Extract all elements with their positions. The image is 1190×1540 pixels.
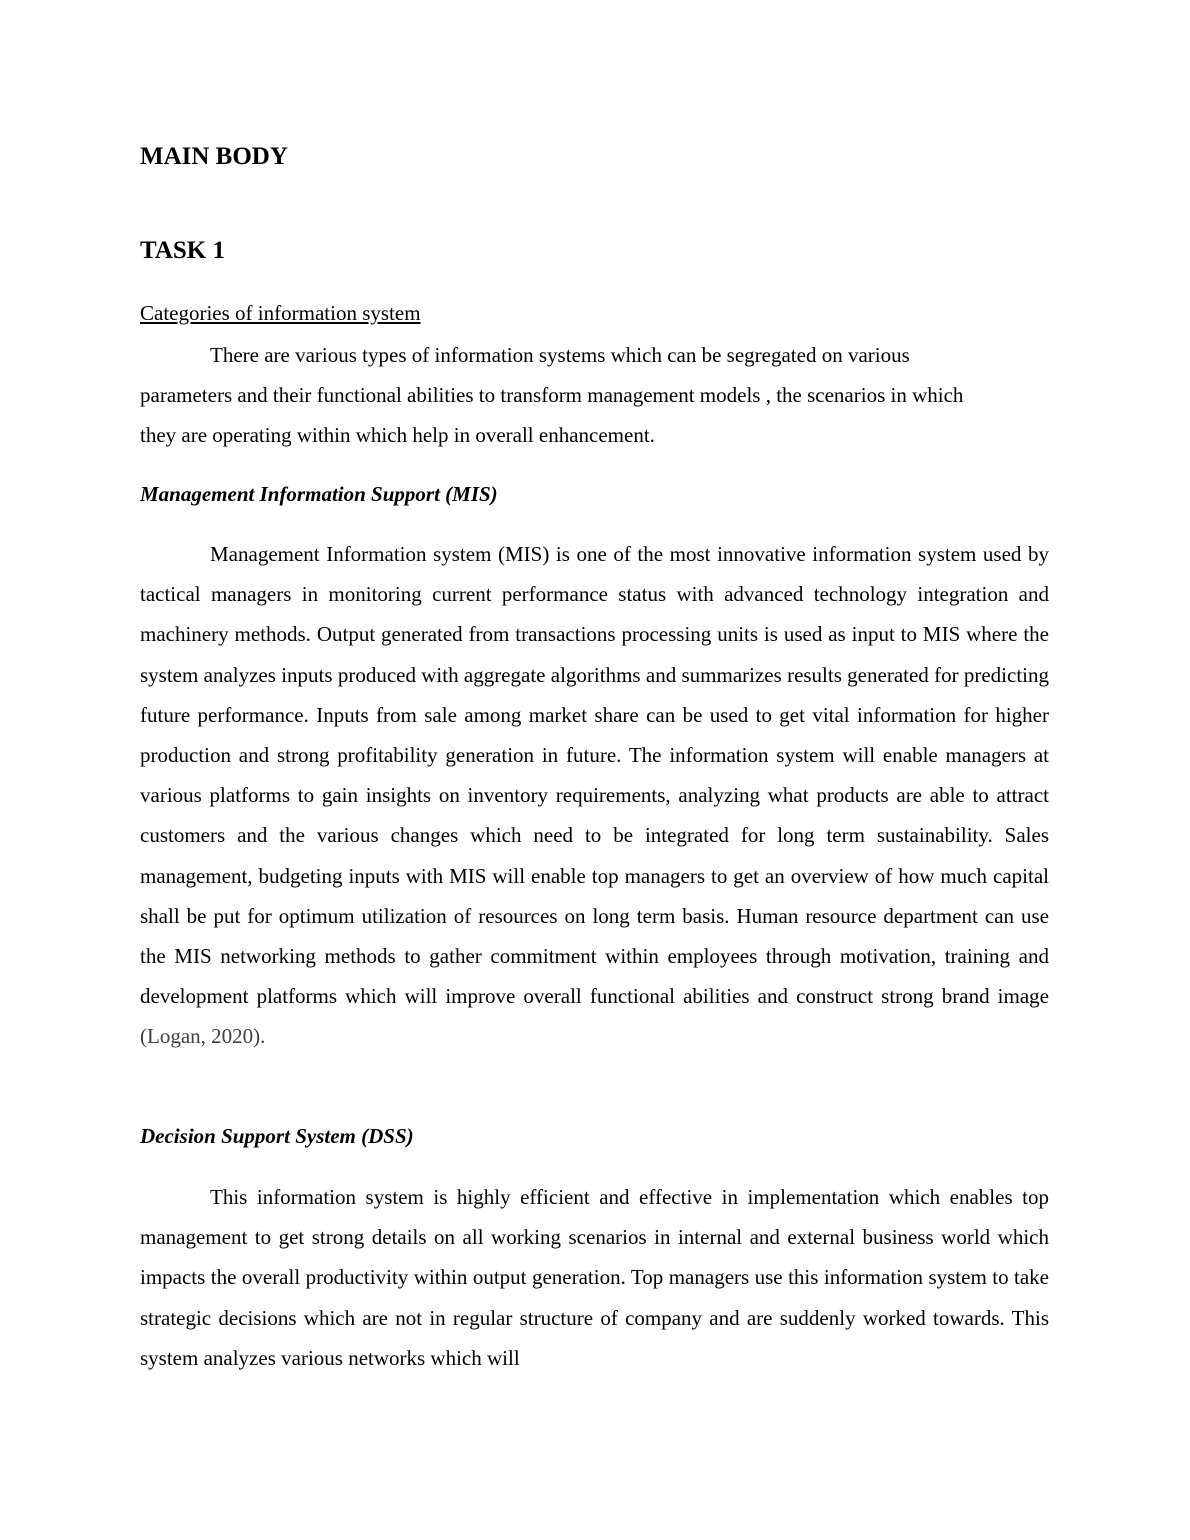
dss-paragraph: This information system is highly efficient and effective in implementation which enables top management to get strong details on all working scenarios in internal and external business world which impacts the overall productivity within output generation. Top managers use this information system to take strategic decisions which are not in regular structure of company and are suddenly worked towards. This system analyzes various networks which will [140,1185,1049,1370]
categories-subheading: Categories of information system [140,301,421,325]
main-body-heading: MAIN BODY [140,143,288,170]
mis-citation: (Logan, 2020). [140,1024,266,1049]
intro-paragraph: There are various types of information systems which can be segregated on various parameters and their functional abilities to transform management models , the scenarios in which they are operating within which help in overall enhancement. [140,343,964,448]
task-heading: TASK 1 [140,237,225,264]
mis-paragraph [140,534,1049,1057]
mis-heading: Management Information Support (MIS) [140,482,498,506]
dss-heading: Decision Support System (DSS) [140,1124,414,1148]
mis-paragraph-text: Management Information system (MIS) is one of the most innovative information system used by tactical managers in monitoring current performance status with advanced technology integration and machinery methods. Output generated from transactions processing units is used as input to MIS where the system analyzes inputs produced with aggregate algorithms and summarizes results generated for predicting future performance. Inputs from sale among market share can be used to get vital information for higher production and strong profitability generation in future. The information system will enable managers at various platforms to gain insights on inventory requirements, analyzing what products are able to attract customers and the various changes which need to be integrated for long term sustainability. Sales management, budgeting inputs with MIS will enable top managers to get an overview of how much capital shall be put for optimum utilization of resources on long term basis. Human resource department can use the MIS networking methods to gather commitment within employees through motivation, training and development platforms which will improve overall functional abilities and construct strong brand image [140,542,1049,1009]
